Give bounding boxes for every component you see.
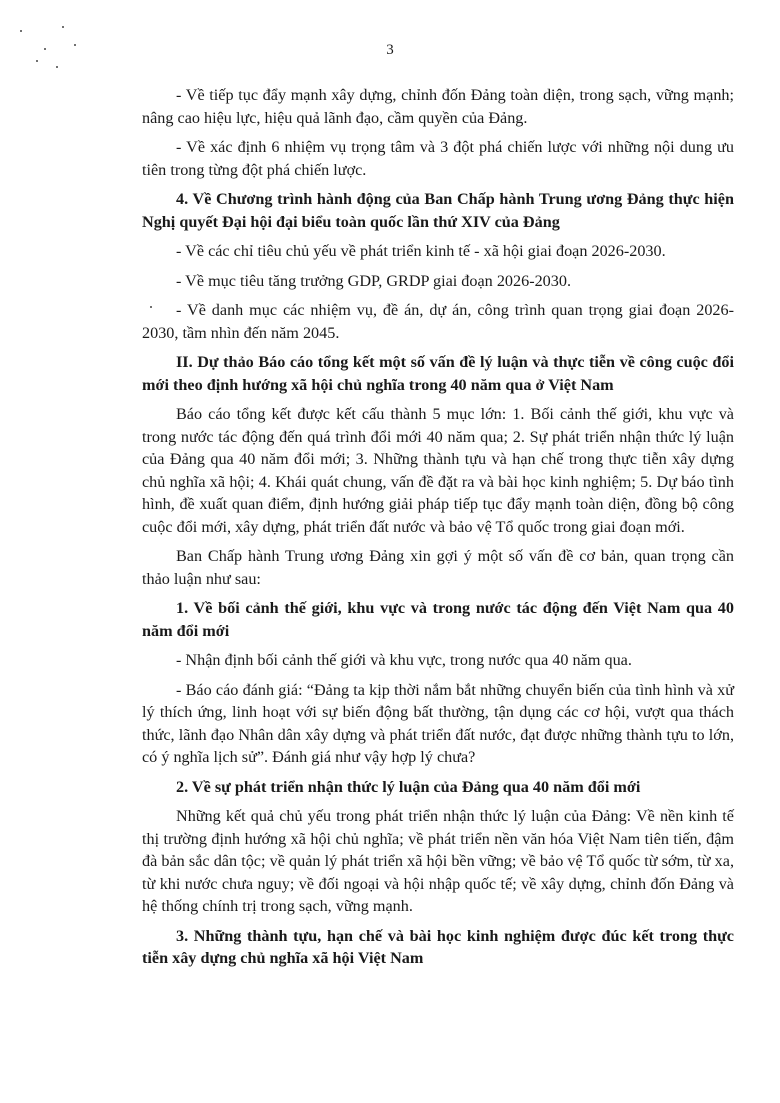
paragraph-socioeconomic-targets: - Về các chỉ tiêu chủ yếu về phát triển kinh tế - xã hội giai đoạn 2026-2030. [176, 242, 666, 260]
heading-action-program: 4. Về Chương trình hành động của Ban Chấp hành Trung ương Đảng thực hiện Nghị quyết Đại hội đại biểu toàn quốc lần thứ XIV của Đảng [142, 190, 734, 231]
paragraph-gdp-growth: - Về mục tiêu tăng trưởng GDP, GRDP giai đoạn 2026-2030. [176, 271, 572, 290]
paragraph-strategic-tasks: - Về xác định 6 nhiệm vụ trọng tâm và 3 đột phá chiến lược với những nội dung ưu tiên trong từng đột phá chiến lược. [142, 138, 734, 179]
paragraph-report-structure: Báo cáo tổng kết được kết cấu thành 5 mục lớn: 1. Bối cảnh thế giới, khu vực và trong nước tác động đến quá trình đổi mới 40 năm qua; 2. Sự phát triển nhận thức lý luận của Đảng qua 40 năm đổi mới; 3. Những thành tựu và hạn chế trong thực tiễn xây dựng chủ nghĩa xã hội; 4. Khái quát chung, vấn đề đặt ra và bài học kinh nghiệm; 5. Dự báo tình hình, đề xuất quan điểm, định hướng giải pháp tiếp tục đẩy mạnh toàn diện, đồng bộ công cuộc đổi mới, xây dựng, phát triển đất nước và bảo vệ Tổ quốc trong giai đoạn mới. [142, 405, 734, 536]
document-body [142, 84, 734, 977]
paragraph-theoretical-results: Những kết quả chủ yếu trong phát triển nhận thức lý luận của Đảng: Về nền kinh tế thị trường định hướng xã hội chủ nghĩa; về phát triển nền văn hóa Việt Nam tiên tiến, đậm đà bản sắc dân tộc; về quản lý phát triển xã hội bền vững; về bảo vệ Tổ quốc từ sớm, từ xa, từ khi nước chưa nguy; về đối ngoại và hội nhập quốc tế; về xây dựng, chỉnh đốn Đảng và hệ thống chính trị trong sạch, vững mạnh. [142, 807, 734, 915]
heading-achievements: 3. Những thành tựu, hạn chế và bài học kinh nghiệm được đúc kết trong thực tiễn xây dựng chủ nghĩa xã hội Việt Nam [142, 926, 734, 967]
heading-theoretical-awareness: 2. Về sự phát triển nhận thức lý luận của Đảng qua 40 năm đổi mới [176, 777, 641, 796]
paragraph-context-assessment: - Nhận định bối cảnh thế giới và khu vực, trong nước qua 40 năm qua. [176, 651, 632, 669]
paragraph-party-building: - Về tiếp tục đẩy mạnh xây dựng, chỉnh đốn Đảng toàn diện, trong sạch, vững mạnh; nâng cao hiệu lực, hiệu quả lãnh đạo, cầm quyền của Đảng. [142, 86, 734, 127]
paragraph-discussion-intro: Ban Chấp hành Trung ương Đảng xin gợi ý một số vấn đề cơ bản, quan trọng cần thảo luận như sau: [142, 547, 734, 588]
page-number: 3 [386, 42, 394, 58]
heading-context: 1. Về bối cảnh thế giới, khu vực và trong nước tác động đến Việt Nam qua 40 năm đổi mới [142, 599, 734, 640]
paragraph-key-projects: - Về danh mục các nhiệm vụ, đề án, dự án, công trình quan trọng giai đoạn 2026-2030, tầm nhìn đến năm 2045. [142, 301, 734, 342]
paragraph-report-evaluation: - Báo cáo đánh giá: “Đảng ta kịp thời nắm bắt những chuyển biến của tình hình và xử lý thích ứng, linh hoạt với sự biến động bất thường, tận dụng các cơ hội, vượt qua thách thức, lãnh đạo Nhân dân xây dựng và phát triển đất nước, đạt được những thành tựu to lớn, có ý nghĩa lịch sử”. Đánh giá như vậy hợp lý chưa? [142, 680, 734, 766]
heading-section-ii: II. Dự thảo Báo cáo tổng kết một số vấn đề lý luận và thực tiễn về công cuộc đổi mới theo định hướng xã hội chủ nghĩa trong 40 năm qua ở Việt Nam [142, 353, 734, 394]
